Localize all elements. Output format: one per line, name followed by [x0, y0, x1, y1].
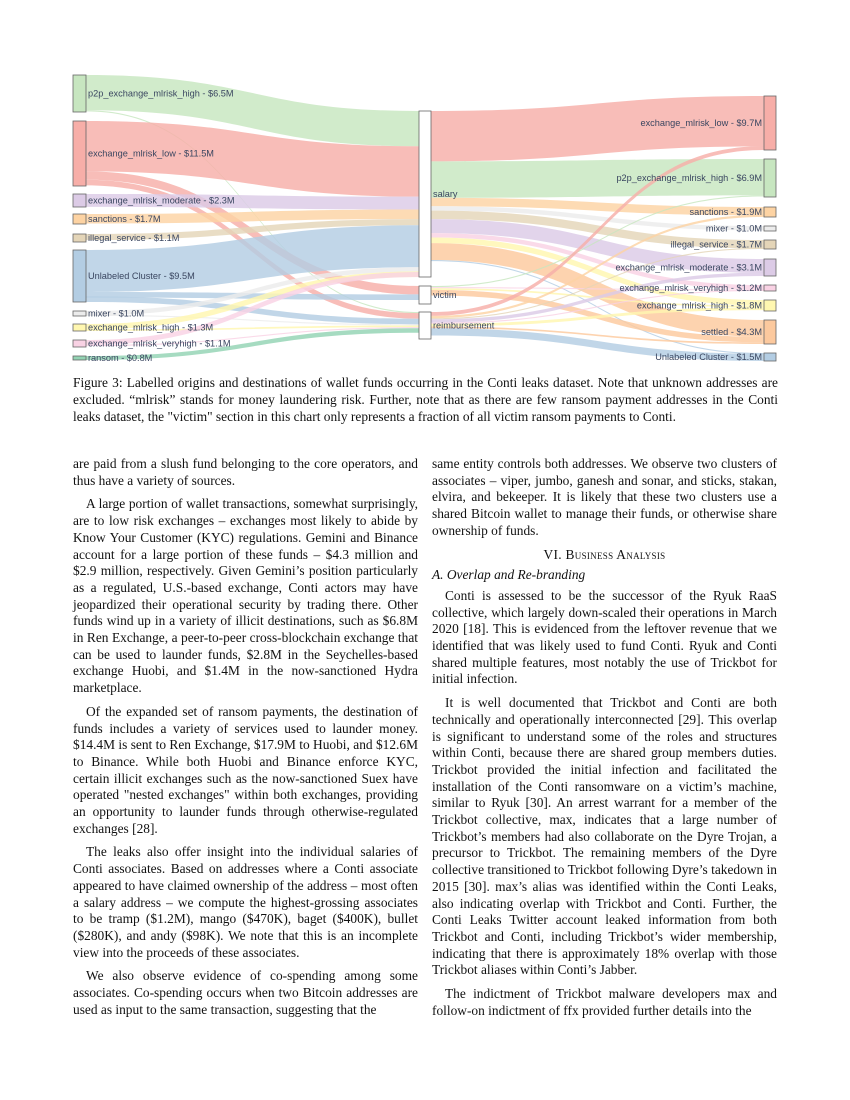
node-label: mixer - $1.0M — [705, 223, 762, 234]
node-label: Unlabeled Cluster - $1.5M — [655, 352, 762, 363]
node-label: reimbursement — [433, 320, 495, 331]
node-label: illegal_service - $1.1M — [88, 233, 180, 244]
sankey-node — [764, 259, 776, 276]
sankey-node — [764, 285, 776, 291]
sankey-node — [419, 312, 431, 339]
node-label: p2p_exchange_mlrisk_high - $6.9M — [616, 173, 762, 184]
paragraph: The leaks also offer insight into the individual salaries of Conti associates. Based on addresses where a Conti associate appeared to have claimed ownership of the address – most often a salary address – we compute the highest-grossing associates to be tramp ($1.2M), mango ($470K), baget ($400K), bullet ($280K), and andy ($98K). We note that this is an incomplete view into the proceeds of these associates. — [73, 844, 418, 960]
node-label: exchange_mlrisk_low - $11.5M — [88, 148, 214, 159]
paragraph: We also observe evidence of co-spending among some associates. Co-spending occurs when two Bitcoin addresses are used as input to the same transaction, suggesting that the — [73, 968, 418, 1017]
sankey-node — [73, 194, 86, 207]
sankey-figure — [0, 0, 850, 370]
sankey-node — [73, 324, 86, 331]
paragraph: Conti is assessed to be the successor of the Ryuk RaaS collective, which largely down-scaled their operations in March 2020 [18]. This is evidenced from the leftover revenue that we identified that was likely used to fund Conti. Ryuk and Conti shared multiple features, most notably the use of Trickbot for initial infection. — [432, 587, 777, 687]
sankey-node — [419, 111, 431, 277]
node-label: exchange_mlrisk_veryhigh - $1.1M — [88, 338, 231, 349]
sankey-node — [419, 286, 431, 304]
sankey-node — [73, 75, 86, 112]
sankey-node — [764, 226, 776, 231]
sankey-node — [764, 207, 776, 217]
node-label: p2p_exchange_mlrisk_high - $6.5M — [88, 88, 234, 99]
node-label: Unlabeled Cluster - $9.5M — [88, 271, 195, 282]
paragraph: A large portion of wallet transactions, somewhat surprisingly, are to low risk exchanges – exchanges most likely to abide by Know Your Customer (KYC) regulations. Gemini and Binance account for a large portion of these funds – $4.3 million and $2.9 million, respectively. Given Gemini’s position particularly as a regulated, U.S.-based exchange, Conti actors may have jeopardized their operational security by trading there. Other funds wind up in a variety of illicit destinations, such as $6.8M in Ren Exchange, a peer-to-peer cross-blockchain exchange that can be used to launder funds, $2.8M in the Seychelles-based exchange Huobi, and $1.4M in the now-sanctioned Hydra marketplace. — [73, 496, 418, 696]
node-label: ransom - $0.8M — [88, 353, 153, 364]
node-label: exchange_mlrisk_high - $1.3M — [88, 322, 214, 333]
sankey-node — [764, 320, 776, 344]
node-label: victim — [433, 290, 457, 301]
sankey-node — [764, 240, 776, 249]
section-title: Business Analysis — [565, 546, 666, 562]
node-label: settled - $4.3M — [701, 327, 762, 338]
sankey-node — [73, 311, 86, 316]
paragraph: Of the expanded set of ransom payments, the destination of funds includes a variety of services used to launder money. $14.4M is sent to Ren Exchange, $17.9M to Huobi, and $12.6M to Binance. While both Huobi and Binance enforce KYC, certain illicit exchanges such as the now-sanctioned Suex have operated "nested exchanges" within both exchanges, providing an opportunity to launder funds through otherwise-regulated exchanges [28]. — [73, 703, 418, 836]
sankey-node — [73, 234, 86, 242]
node-label: exchange_mlrisk_veryhigh - $1.2M — [619, 283, 762, 294]
node-label: mixer - $1.0M — [88, 308, 145, 319]
node-label: exchange_mlrisk_high - $1.8M — [636, 300, 762, 311]
subsection-heading: A. Overlap and Re-branding — [432, 567, 586, 583]
sankey-node — [764, 353, 776, 361]
right-column — [432, 456, 777, 1027]
sankey-node — [73, 214, 86, 224]
sankey-node — [764, 300, 776, 311]
paragraph: The indictment of Trickbot malware developers max and follow-on indictment of ffx provided further details into the — [432, 986, 777, 1018]
node-label: sanctions - $1.9M — [689, 207, 762, 218]
section-heading — [432, 547, 777, 564]
sankey-node — [73, 356, 86, 360]
sankey-node — [764, 96, 776, 150]
paragraph: are paid from a slush fund belonging to the core operators, and thus have a variety of sources. — [73, 456, 418, 488]
node-label: exchange_mlrisk_moderate - $2.3M — [88, 195, 235, 206]
node-label: exchange_mlrisk_moderate - $3.1M — [615, 262, 762, 273]
paragraph: same entity controls both addresses. We observe two clusters of associates – viper, jumbo, ganesh and sonar, and sticks, stakan, elvira, and bekeeper. It is likely that these two clusters use a shared Bitcoin wallet to manage their funds, or otherwise share ownership of funds. — [432, 456, 777, 538]
section-number: VI. — [543, 546, 562, 562]
node-label: salary — [433, 189, 458, 200]
sankey-node — [73, 250, 86, 302]
node-label: illegal_service - $1.7M — [670, 239, 762, 250]
sankey-node — [764, 159, 776, 197]
figure-caption: Figure 3: Labelled origins and destinations of wallet funds occurring in the Conti leaks dataset. Note that unknown addresses are excluded. “mlrisk” stands for money laundering risk. Further, note that as there are few ransom payment addresses in the Conti leaks dataset, the "victim" section in this chart only represents a fraction of all victim ransom payments to Conti. — [73, 375, 778, 424]
paragraph: It is well documented that Trickbot and Conti are both technically and operationally interconnected [29]. This overlap is significant to understand some of the roles and structures within Conti, because there are shared group members duties. Trickbot provided the initial infection and facilitated the installation of the Conti ransomware on a victim’s machine, similar to Ryuk [30]. An arrest warrant for a member of the Trickbot collective, max, indicates that a large number of Trickbot’s members had also collaborate on the Dyre Trojan, a precursor to Trickbot. The remaining members of the Dyre collective transitioned to Trickbot following Dyre’s takedown in 2015 [30]. max’s alias was identified within the Conti Leaks, also indicating overlap with Trickbot and Conti. Further, the Conti Leaks Twitter account leaked information from both Trickbot and Conti, including Trickbot’s wider membership, indicating that there is approximately 18% overlap with those Trickbot aliases within Conti’s Jabber. — [432, 695, 777, 978]
node-label: sanctions - $1.7M — [88, 214, 161, 225]
sankey-node — [73, 340, 86, 347]
left-column — [73, 456, 418, 1026]
sankey-node — [73, 121, 86, 186]
node-label: exchange_mlrisk_low - $9.7M — [640, 118, 762, 129]
flow-band — [431, 96, 764, 161]
